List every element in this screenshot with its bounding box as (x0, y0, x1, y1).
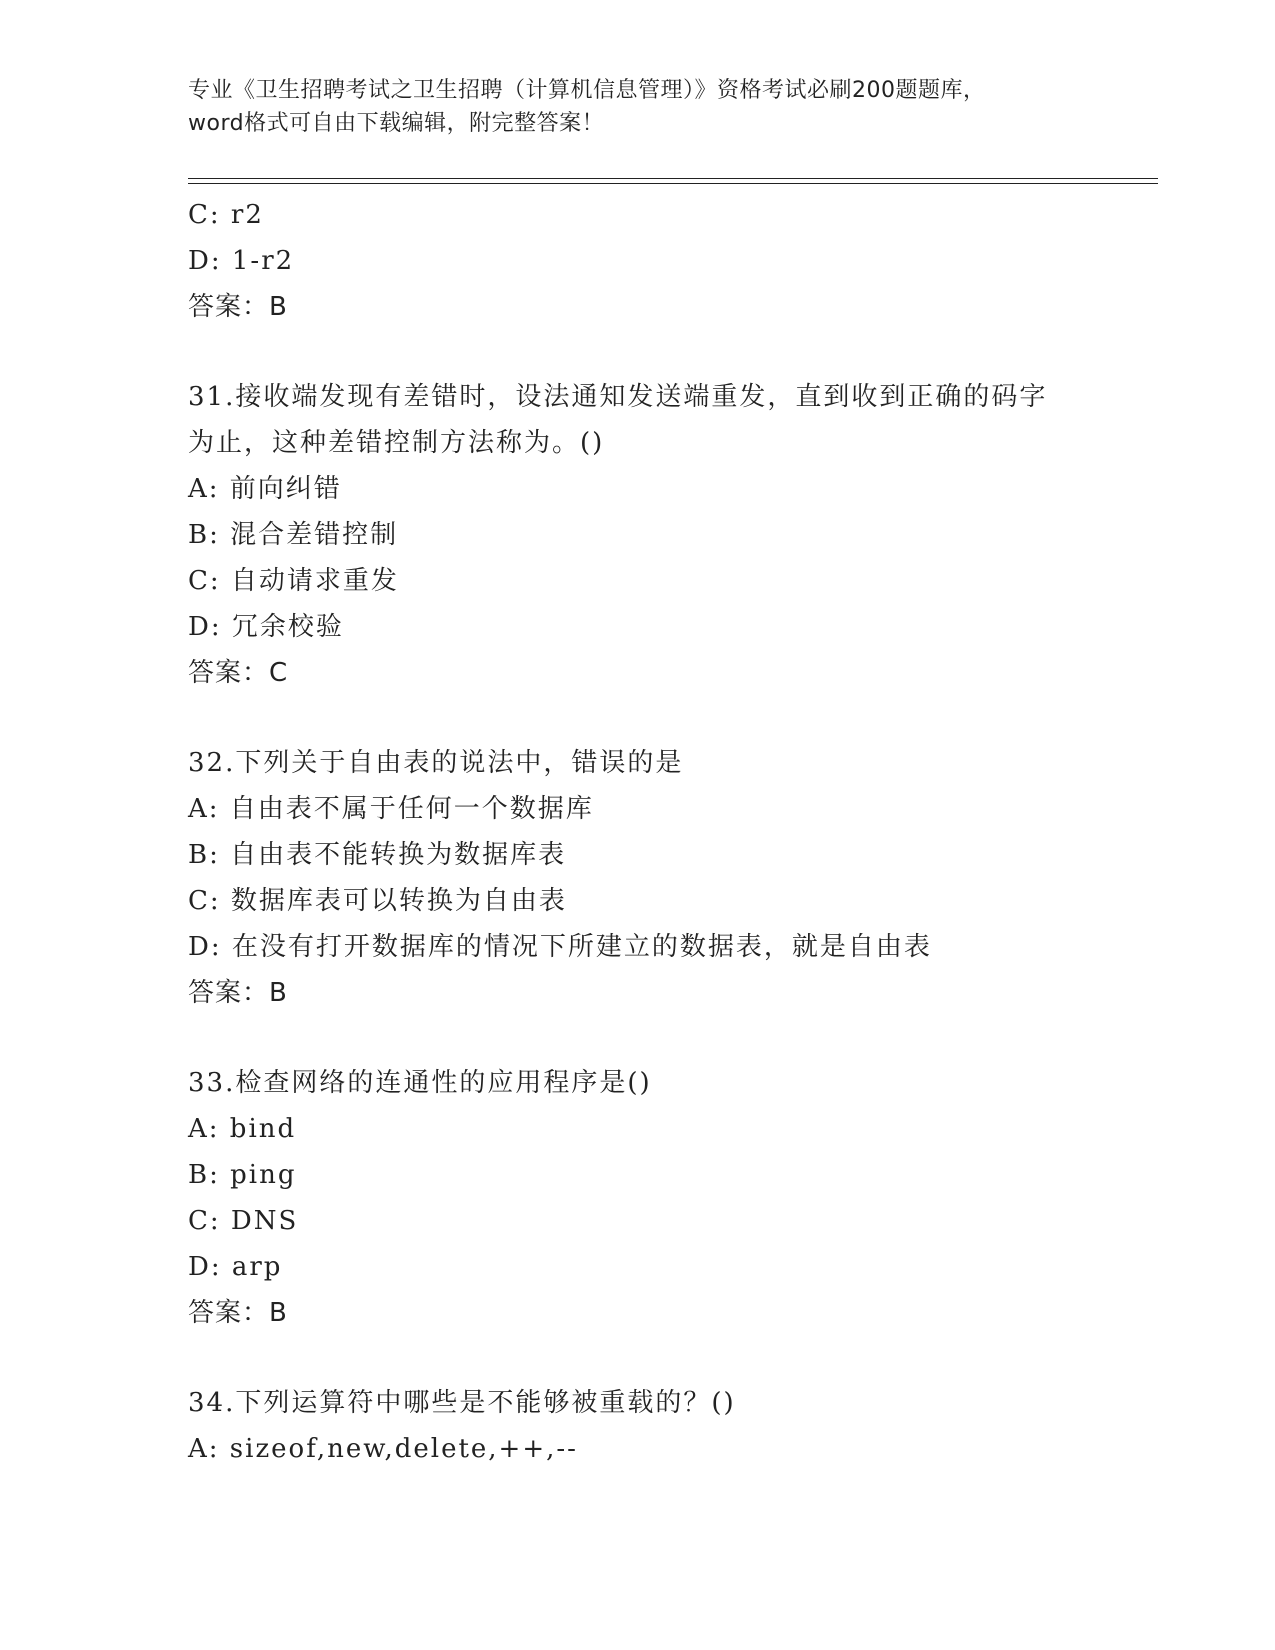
spacer (188, 1336, 1148, 1380)
question-32 (188, 740, 1148, 1016)
question-stem: 32.下列关于自由表的说法中，错误的是 (188, 748, 684, 778)
carryover-block (188, 192, 1148, 330)
option-d: D: 1-r2 (188, 246, 295, 276)
option-b: B: ping (188, 1160, 297, 1190)
question-stem: 34.下列运算符中哪些是不能够被重载的？() (188, 1388, 736, 1418)
document-header (188, 74, 1088, 140)
option-d: D: 在没有打开数据库的情况下所建立的数据表，就是自由表 (188, 932, 932, 962)
question-33 (188, 1060, 1148, 1336)
option-c: C: 数据库表可以转换为自由表 (188, 886, 567, 916)
option-d: D: arp (188, 1252, 283, 1282)
option-d: D: 冗余校验 (188, 612, 344, 642)
option-b: B: 自由表不能转换为数据库表 (188, 840, 567, 870)
question-34 (188, 1380, 1148, 1472)
spacer (188, 1016, 1148, 1060)
question-stem: 33.检查网络的连通性的应用程序是() (188, 1068, 652, 1098)
header-divider-top (188, 178, 1158, 179)
option-a: A: 自由表不属于任何一个数据库 (188, 794, 594, 824)
answer-line: 答案：B (188, 292, 288, 322)
spacer (188, 696, 1148, 740)
option-a: A: bind (188, 1114, 297, 1144)
question-stem: 为止，这种差错控制方法称为。() (188, 428, 605, 458)
option-c: C: r2 (188, 200, 264, 230)
header-divider-bottom (188, 183, 1158, 184)
header-line-2: word格式可自由下载编辑，附完整答案！ (188, 111, 605, 136)
answer-line: 答案：B (188, 1298, 288, 1328)
option-c: C: DNS (188, 1206, 299, 1236)
question-31 (188, 374, 1148, 696)
header-line-1: 专业《卫生招聘考试之卫生招聘（计算机信息管理）》资格考试必刷200题题库， (188, 78, 986, 103)
option-a: A: 前向纠错 (188, 474, 342, 504)
question-list (188, 192, 1148, 1472)
option-a: A: sizeof,new,delete,++,-- (188, 1434, 578, 1464)
spacer (188, 330, 1148, 374)
option-b: B: 混合差错控制 (188, 520, 399, 550)
question-stem: 31.接收端发现有差错时，设法通知发送端重发，直到收到正确的码字 (188, 382, 1048, 412)
answer-line: 答案：C (188, 658, 289, 688)
answer-line: 答案：B (188, 978, 288, 1008)
option-c: C: 自动请求重发 (188, 566, 399, 596)
